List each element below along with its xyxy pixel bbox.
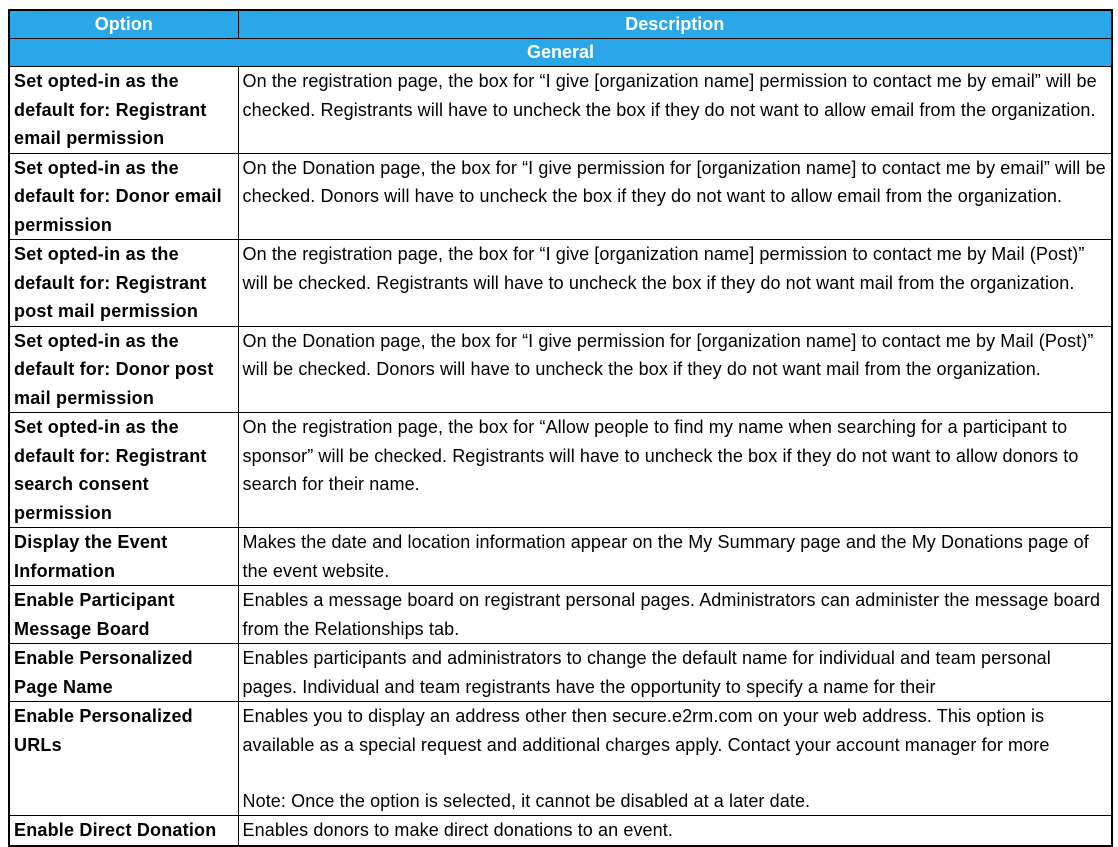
options-table bbox=[8, 9, 1113, 847]
description-cell: Enables donors to make direct donations to an event. bbox=[238, 816, 1112, 846]
table-row bbox=[9, 153, 1112, 240]
option-cell: Enable Personalized Page Name bbox=[9, 644, 238, 702]
description-cell: On the registration page, the box for “I give [organization name] permission to contact me by Mail (Post)” will be checked. Registrants will have to uncheck the box if they do not want mail from the organization. bbox=[238, 240, 1112, 327]
option-cell: Enable Direct Donation bbox=[9, 816, 238, 846]
section-title: General bbox=[9, 39, 1112, 67]
description-cell: On the Donation page, the box for “I give permission for [organization name] to contact me by email” will be checked. Donors will have to uncheck the box if they do not want to allow email from the organization. bbox=[238, 153, 1112, 240]
table-row bbox=[9, 702, 1112, 816]
description-cell: Enables a message board on registrant personal pages. Administrators can administer the message board from the Relationships tab. bbox=[238, 586, 1112, 644]
section-row-general bbox=[9, 39, 1112, 67]
description-cell bbox=[238, 702, 1112, 816]
option-column-header: Option bbox=[9, 10, 238, 39]
description-cell: Makes the date and location information appear on the My Summary page and the My Donations page of the event website. bbox=[238, 528, 1112, 586]
table-row bbox=[9, 240, 1112, 327]
table-row bbox=[9, 528, 1112, 586]
table-row bbox=[9, 326, 1112, 413]
description-text: Enables participants and administrators to change the default name for individual and team personal pages. Individual and team registrants have the opportunity to specify a name for their bbox=[242, 648, 1051, 697]
description-column-header: Description bbox=[238, 10, 1112, 39]
description-cell: On the registration page, the box for “I give [organization name] permission to contact me by email” will be checked. Registrants will have to uncheck the box if they do not want to allow email from the organization. bbox=[238, 67, 1112, 154]
option-cell: Set opted-in as the default for: Registrant search consent permission bbox=[9, 413, 238, 528]
table-row bbox=[9, 816, 1112, 846]
option-cell: Enable Participant Message Board bbox=[9, 586, 238, 644]
description-text: Enables you to display an address other then secure.e2rm.com on your web address. This option is available as a special request and additional charges apply. Contact your account manager for more bbox=[242, 706, 1050, 755]
table-header-row bbox=[9, 10, 1112, 39]
option-cell: Set opted-in as the default for: Registrant email permission bbox=[9, 67, 238, 154]
table-row bbox=[9, 586, 1112, 644]
option-cell: Set opted-in as the default for: Registrant post mail permission bbox=[9, 240, 238, 327]
option-cell: Display the Event Information bbox=[9, 528, 238, 586]
description-cell: On the Donation page, the box for “I give permission for [organization name] to contact me by Mail (Post)” will be checked. Donors will have to uncheck the box if they do not want mail from the organization. bbox=[238, 326, 1112, 413]
description-cell: On the registration page, the box for “Allow people to find my name when searching for a participant to sponsor” will be checked. Registrants will have to uncheck the box if they do not want to allow donors to search for their name. bbox=[238, 413, 1112, 528]
option-cell: Set opted-in as the default for: Donor post mail permission bbox=[9, 326, 238, 413]
description-note: Note: Once the option is selected, it cannot be disabled at a later date. bbox=[242, 790, 811, 811]
description-cell bbox=[238, 644, 1112, 702]
table-row bbox=[9, 67, 1112, 154]
table-row bbox=[9, 644, 1112, 702]
option-cell: Enable Personalized URLs bbox=[9, 702, 238, 816]
option-cell: Set opted-in as the default for: Donor email permission bbox=[9, 153, 238, 240]
table-row bbox=[9, 413, 1112, 528]
